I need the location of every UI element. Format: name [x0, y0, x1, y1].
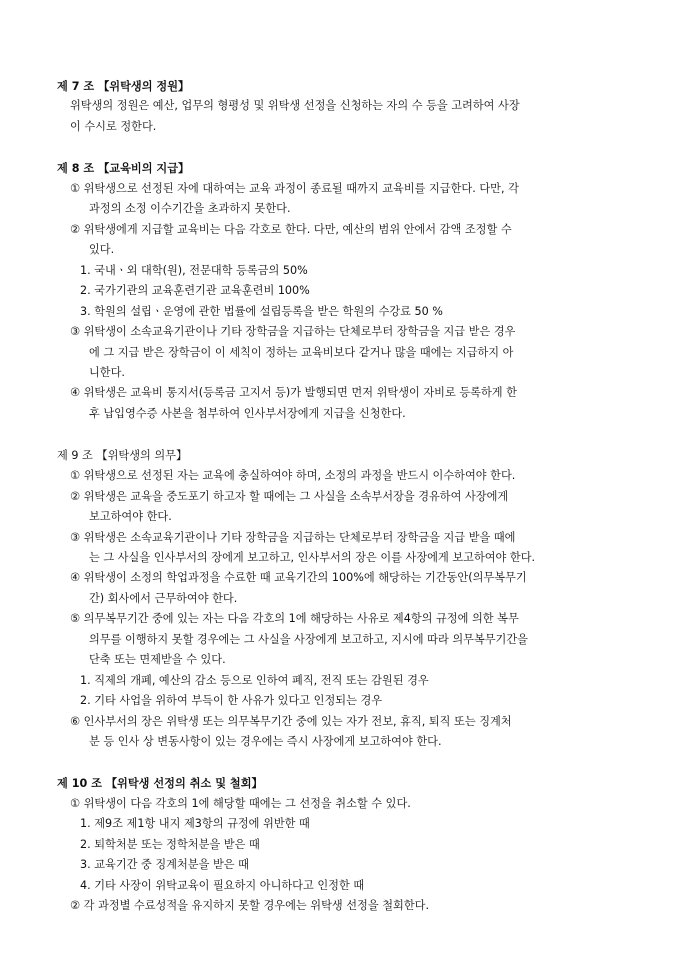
article-9-p3-line-1: ③ 위탁생은 소속교육기관이나 기타 장학금을 지급하는 단체로부터 장학금을 지급 받을 때에 — [70, 531, 516, 544]
article-8-item-2: 2. 국가기관의 교육훈련기관 교육훈련비 100% — [80, 284, 310, 297]
article-8-p1-line-2: 과정의 소정 이수기간을 초과하지 못한다. — [89, 202, 291, 215]
article-7-title: 제 7 조 【위탁생의 정원】 — [57, 80, 190, 93]
article-10-item-3: 3. 교육기간 중 징계처분을 받은 때 — [80, 858, 249, 871]
article-8-title: 제 8 조 【교육비의 지급】 — [57, 162, 190, 175]
article-8-p2-line-2: 있다. — [89, 243, 115, 256]
article-9-p1-line-1: ① 위탁생으로 선정된 자는 교육에 충실하여야 하며, 소정의 과정을 반드시 이수하여야 한다. — [70, 469, 516, 482]
article-9-p2-line-2: 보고하여야 한다. — [89, 510, 172, 523]
article-7-line-2: 이 수시로 정한다. — [70, 120, 157, 133]
article-10-item-2: 2. 퇴학처분 또는 정학처분을 받은 때 — [80, 838, 260, 851]
article-10-item-1: 1. 제9조 제1항 내지 제3항의 규정에 위반한 때 — [80, 817, 310, 830]
article-9-p5-line-3: 단축 또는 면제받을 수 있다. — [89, 653, 226, 666]
article-9-p5-line-1: ⑤ 의무복무기간 중에 있는 자는 다음 각호의 1에 해당하는 사유로 제4항의 규정에 의한 복무 — [70, 612, 519, 625]
article-9-title: 제 9 조 【위탁생의 의무】 — [57, 449, 188, 462]
article-10-item-4: 4. 기타 사장이 위탁교육이 필요하지 아니하다고 인정한 때 — [80, 879, 365, 892]
article-8-p3-line-3: 니한다. — [89, 366, 125, 379]
article-10-p2-line-1: ② 각 과정별 수료성적을 유지하지 못할 경우에는 위탁생 선정을 철회한다. — [70, 899, 429, 912]
article-9-p6-line-1: ⑥ 인사부서의 장은 위탁생 또는 의무복무기간 중에 있는 자가 전보, 휴직, 퇴직 또는 징계처 — [70, 715, 512, 728]
article-9-item-1: 1. 직제의 개폐, 예산의 감소 등으로 인하여 폐직, 전직 또는 감원된 경우 — [80, 674, 429, 687]
article-8-p3-line-2: 에 그 지급 받은 장학금이 이 세칙이 정하는 교육비보다 같거나 많을 때에는 지급하지 아 — [89, 346, 514, 359]
article-8-item-1: 1. 국내ㆍ외 대학(원), 전문대학 등록금의 50% — [80, 264, 308, 277]
article-10-p1-line-1: ① 위탁생이 다음 각호의 1에 해당할 때에는 그 선정을 취소할 수 있다. — [70, 797, 411, 810]
article-8-p3-line-1: ③ 위탁생이 소속교육기관이나 기타 장학금을 지급하는 단체로부터 장학금을 지급 받은 경우 — [70, 325, 516, 338]
article-8-p1-line-1: ① 위탁생으로 선정된 자에 대하여는 교육 과정이 종료될 때까지 교육비를 지급한다. 다만, 각 — [70, 182, 519, 195]
article-9-p4-line-2: 간) 회사에서 근무하여야 한다. — [89, 592, 238, 605]
article-9-p6-line-2: 분 등 인사 상 변동사항이 있는 경우에는 즉시 사장에게 보고하여야 한다. — [89, 735, 442, 748]
article-8-item-3: 3. 학원의 설립ㆍ운영에 관한 법률에 설립등록을 받은 학원의 수강료 50 % — [80, 305, 443, 318]
article-8-p4-line-1: ④ 위탁생은 교육비 통지서(등록금 고지서 등)가 발행되면 먼저 위탁생이 자비로 등록하게 한 — [70, 386, 517, 399]
article-9-item-2: 2. 기타 사업을 위하여 부득이 한 사유가 있다고 인정되는 경우 — [80, 694, 383, 707]
article-9-p3-line-2: 는 그 사실을 인사부서의 장에게 보고하고, 인사부서의 장은 이를 사장에게 보고하여야 한다. — [89, 551, 536, 564]
article-10-title: 제 10 조 【위탁생 선정의 취소 및 철회】 — [57, 777, 263, 790]
article-8-p4-line-2: 후 납입영수증 사본을 첨부하여 인사부서장에게 지급을 신청한다. — [89, 407, 406, 420]
article-8-p2-line-1: ② 위탁생에게 지급할 교육비는 다음 각호로 한다. 다만, 예산의 범위 안에서 감액 조정할 수 — [70, 223, 512, 236]
article-9-p4-line-1: ④ 위탁생이 소정의 학업과정을 수료한 때 교육기간의 100%에 해당하는 기간동안(의무복무기 — [70, 571, 527, 584]
article-9-p2-line-1: ② 위탁생은 교육을 중도포기 하고자 할 때에는 그 사실을 소속부서장을 경유하여 사장에게 — [70, 490, 509, 503]
article-7-line-1: 위탁생의 정원은 예산, 업무의 형평성 및 위탁생 선정을 신청하는 자의 수 등을 고려하여 사장 — [70, 99, 520, 112]
article-9-p5-line-2: 의무를 이행하지 못할 경우에는 그 사실을 사장에게 보고하고, 지시에 따라 의무복무기간을 — [89, 633, 528, 646]
